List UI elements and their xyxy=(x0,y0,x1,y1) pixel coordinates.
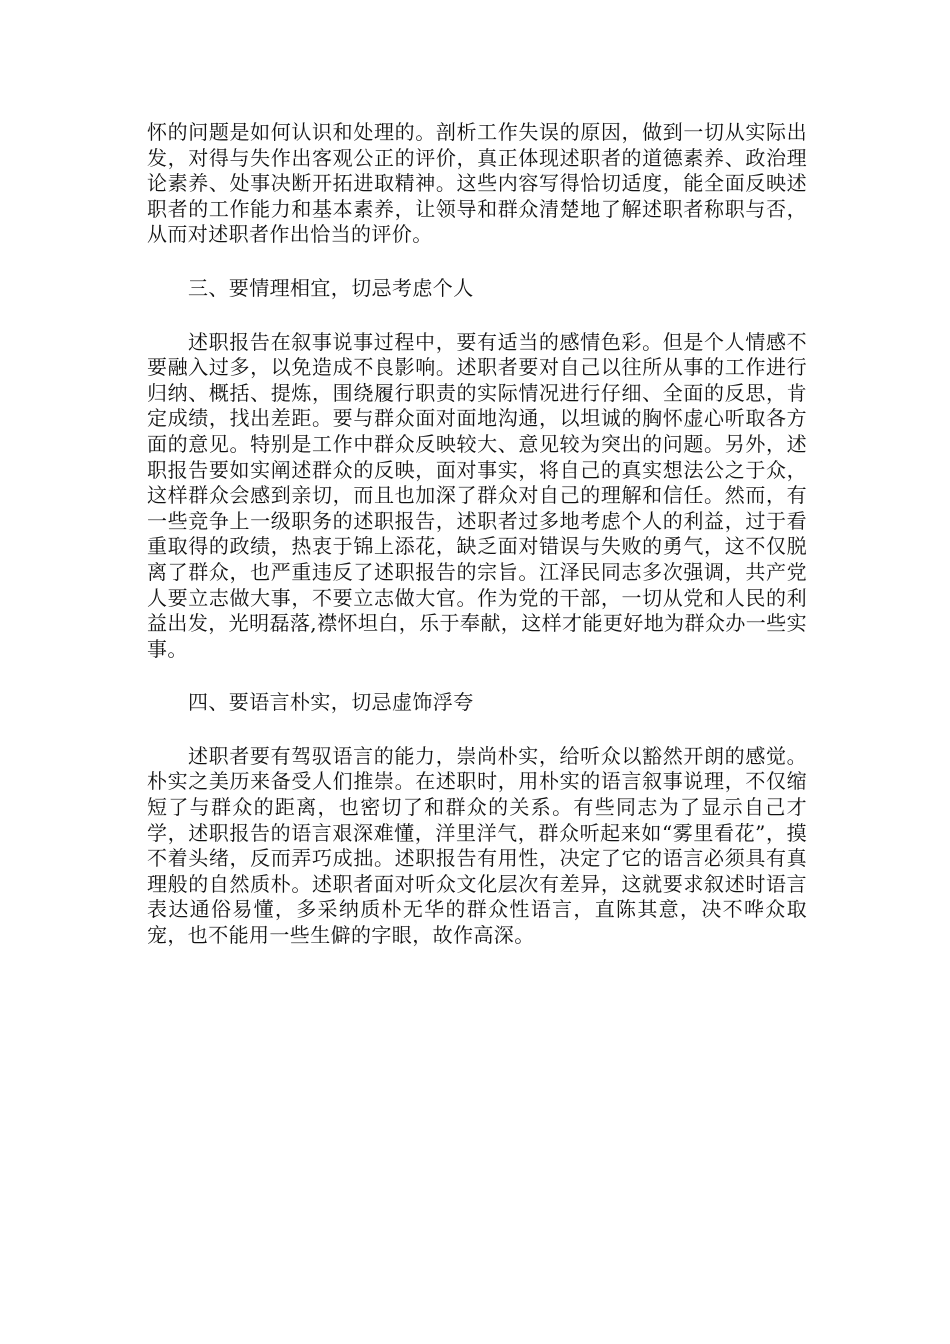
paragraph-continuation: 怀的问题是如何认识和处理的。剖析工作失误的原因，做到一切从实际出发，对得与失作出客观公正的评价，真正体现述职者的道德素养、政治理论素养、处事决断开拓进取精神。这些内容写得恰切适度，能全面反映述职者的工作能力和基本素养，让领导和群众清楚地了解述职者称职与否，从而对述职者作出恰当的评价。 xyxy=(147,120,807,247)
section-heading-four: 四、要语言朴实，切忌虚饰浮夸 xyxy=(188,690,474,715)
paragraph-section-three: 述职报告在叙事说事过程中，要有适当的感情色彩。但是个人情感不要融入过多，以免造成不良影响。述职者要对自己以往所从事的工作进行归纳、概括、提炼，围绕履行职责的实际情况进行仔细、全面的反思，肯定成绩，找出差距。要与群众面对面地沟通，以坦诚的胸怀虚心听取各方面的意见。特别是工作中群众反映较大、意见较为突出的问题。另外，述职报告要如实阐述群众的反映，面对事实，将自己的真实想法公之于众，这样群众会感到亲切，而且也加深了群众对自己的理解和信任。然而，有一些竞争上一级职务的述职报告，述职者过多地考虑个人的利益，过于看重取得的政绩，热衷于锦上添花，缺乏面对错误与失败的勇气，这不仅脱离了群众，也严重违反了述职报告的宗旨。江泽民同志多次强调，共产党人要立志做大事，不要立志做大官。作为党的干部，一切从党和人民的利益出发，光明磊落,襟怀坦白，乐于奉献，这样才能更好地为群众办一些实事。 xyxy=(147,329,807,661)
section-heading-three: 三、要情理相宜，切忌考虑个人 xyxy=(188,275,474,300)
document-body xyxy=(147,120,807,949)
paragraph-section-four: 述职者要有驾驭语言的能力，崇尚朴实，给听众以豁然开朗的感觉。朴实之美历来备受人们推崇。在述职时，用朴实的语言叙事说理，不仅缩短了与群众的距离，也密切了和群众的关系。有些同志为了显示自己才学，述职报告的语言艰深难懂，洋里洋气，群众听起来如“雾里看花”，摸不着头绪，反而弄巧成拙。述职报告有用性，决定了它的语言必须具有真理般的自然质朴。述职者面对听众文化层次有差异，这就要求叙述时语言表达通俗易懂，多采纳质朴无华的群众性语言，直陈其意，决不哗众取宠，也不能用一些生僻的字眼，故作高深。 xyxy=(147,743,807,948)
